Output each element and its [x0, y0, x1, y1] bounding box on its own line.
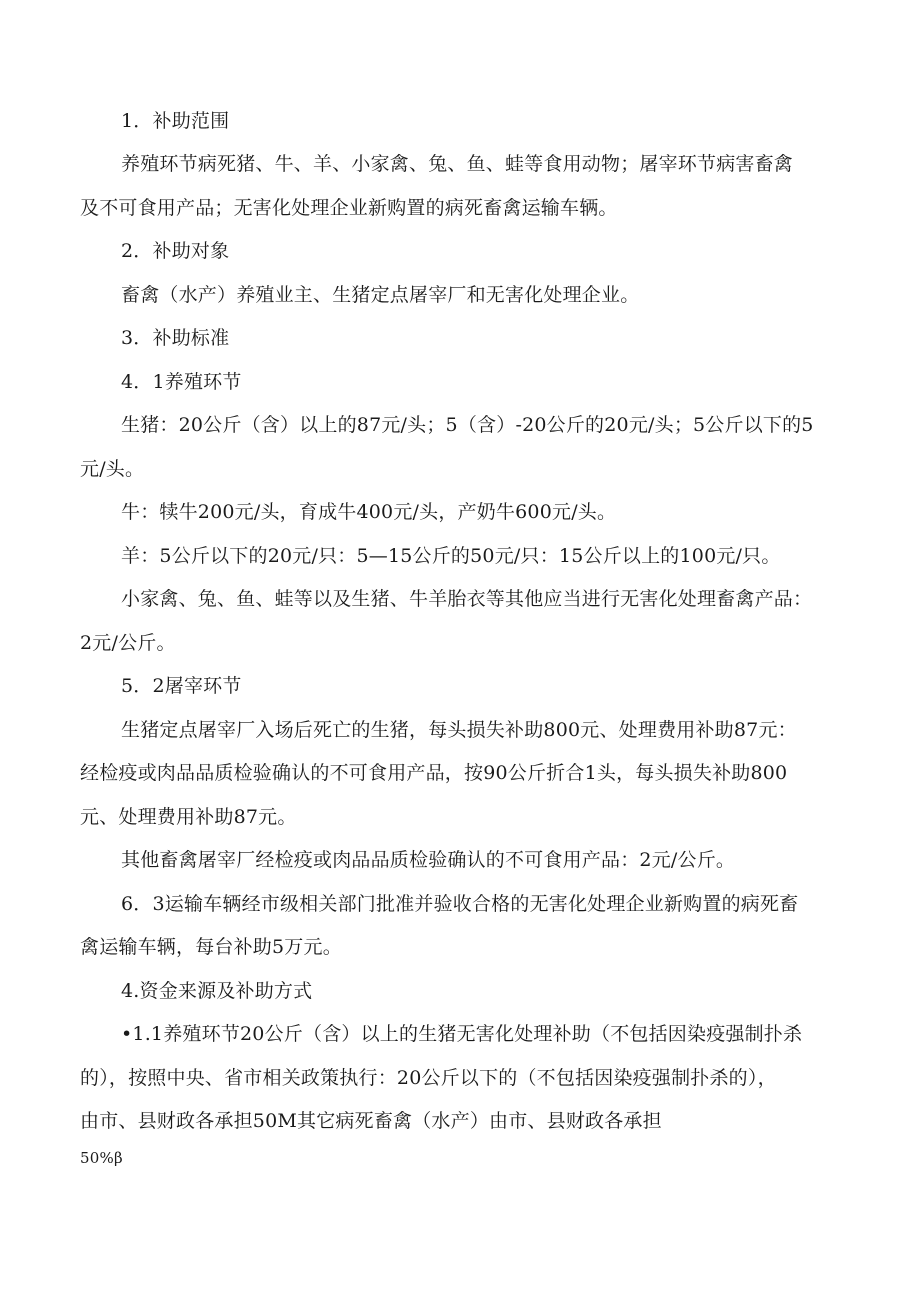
- paragraph-line: 小家禽、兔、鱼、蛙等以及生猪、牛羊胎衣等其他应当进行无害化处理畜禽产品：: [121, 588, 813, 610]
- heading-slaughter-stage: 5．2屠宰环节: [121, 675, 242, 697]
- paragraph-line: 牛：犊牛200元/头，育成牛400元/头，产奶牛600元/头。: [121, 501, 617, 523]
- heading-breeding-stage: 4．1养殖环节: [121, 371, 242, 393]
- paragraph-line: 及不可食用产品；无害化处理企业新购置的病死畜禽运输车辆。: [80, 197, 618, 219]
- paragraph-line: 50%β: [80, 1149, 123, 1167]
- paragraph-line: 由市、县财政各承担50M其它病死畜禽（水产）由市、县财政各承担: [80, 1110, 662, 1132]
- paragraph-line: 生猪：20公斤（含）以上的87元/头；5（含）-20公斤的20元/头；5公斤以下的5: [121, 414, 814, 436]
- paragraph-line: 畜禽（水产）养殖业主、生猪定点屠宰厂和无害化处理企业。: [121, 284, 640, 306]
- paragraph-line: 羊：5公斤以下的20元/只：5—15公斤的50元/只：15公斤以上的100元/只。: [121, 545, 781, 567]
- paragraph-line: 禽运输车辆，每台补助5万元。: [80, 936, 342, 958]
- paragraph-line: 元/头。: [80, 458, 145, 480]
- paragraph-line: 6．3运输车辆经市级相关部门批准并验收合格的无害化处理企业新购置的病死畜: [121, 893, 799, 915]
- paragraph-line: 其他畜禽屠宰厂经检疫或肉品品质检验确认的不可食用产品：2元/公斤。: [121, 849, 736, 871]
- heading-subsidy-scope: 1．补助范围: [121, 110, 230, 132]
- heading-subsidy-standard: 3．补助标准: [121, 327, 230, 349]
- paragraph-line: 2元/公斤。: [80, 632, 176, 654]
- heading-funding-source: 4.资金来源及补助方式: [121, 980, 313, 1002]
- heading-subsidy-target: 2．补助对象: [121, 240, 230, 262]
- paragraph-line: 养殖环节病死猪、牛、羊、小家禽、兔、鱼、蛙等食用动物；屠宰环节病害畜禽: [121, 153, 794, 175]
- paragraph-line: •1.1养殖环节20公斤（含）以上的生猪无害化处理补助（不包括因染疫强制扑杀: [121, 1023, 803, 1045]
- paragraph-line: 经检疫或肉品品质检验确认的不可食用产品，按90公斤折合1头，每头损失补助800: [80, 762, 788, 784]
- paragraph-line: 的），按照中央、省市相关政策执行：20公斤以下的（不包括因染疫强制扑杀的），: [80, 1067, 777, 1089]
- paragraph-line: 生猪定点屠宰厂入场后死亡的生猪，每头损失补助800元、处理费用补助87元：: [121, 719, 797, 741]
- paragraph-line: 元、处理费用补助87元。: [80, 806, 297, 828]
